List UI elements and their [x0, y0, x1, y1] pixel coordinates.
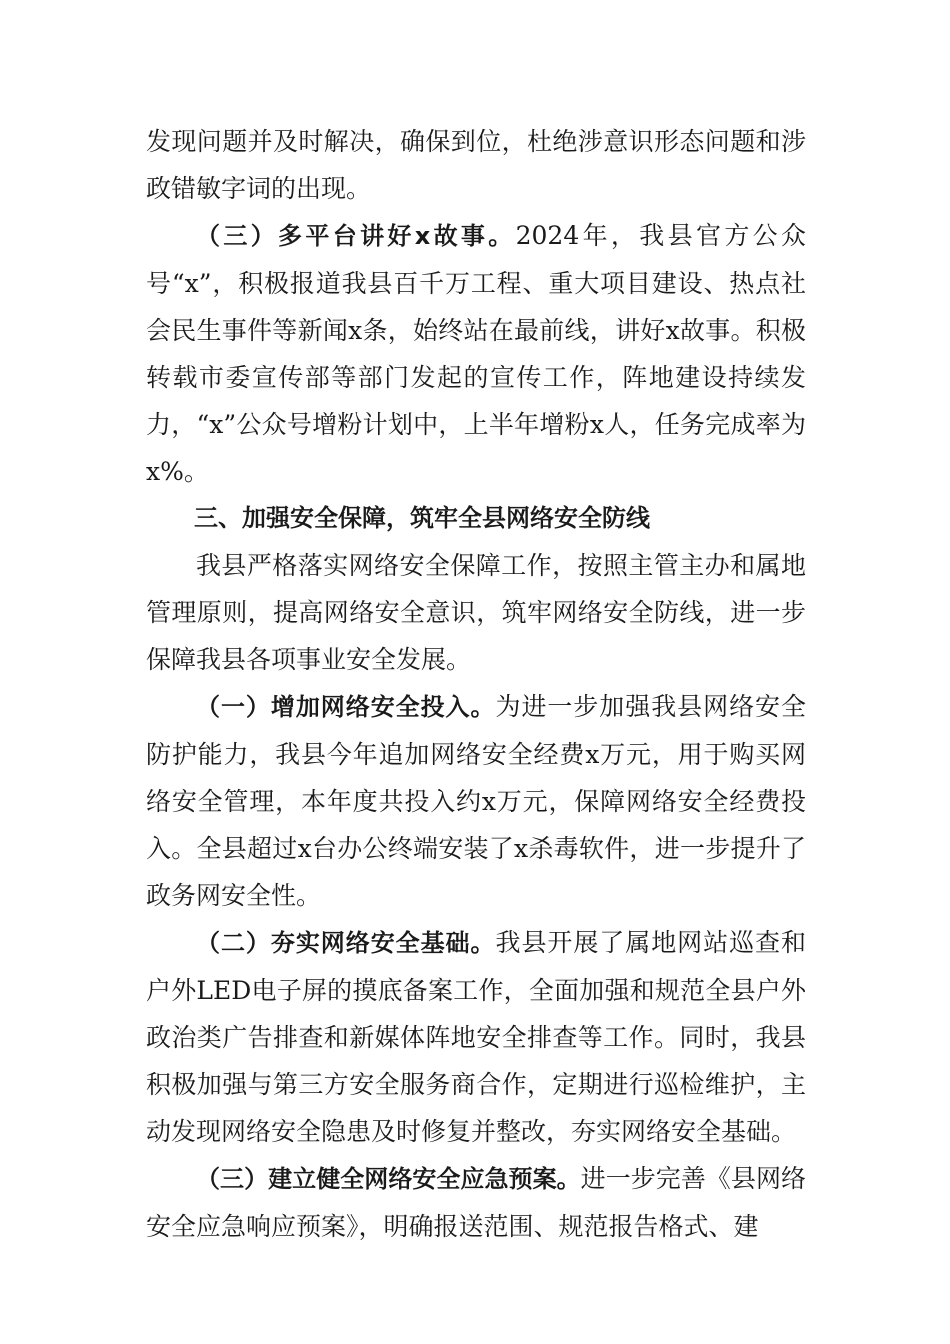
document-body [146, 118, 806, 1250]
section-heading-text: 三、加强安全保障，筑牢全县网络安全防线 [194, 504, 650, 532]
paragraph-text: 为进一步加强我县网络安全防护能力，我县今年追加网络安全经费x万元，用于购买网络安全管理，本年度共投入约x万元，保障网络安全经费投入。全县超过x台办公终端安装了x杀毒软件，进一步提升了政务网安全性。 [146, 692, 806, 910]
paragraph-item-3-platform-stories [146, 212, 806, 495]
paragraph-section-intro [146, 542, 806, 683]
paragraph-text: 我县开展了属地网站巡查和户外LED电子屏的摸底备案工作，全面加强和规范全县户外政治类广告排查和新媒体阵地安全排查等工作。同时，我县积极加强与第三方安全服务商合作，定期进行巡检维护，主动发现网络安全隐患及时修复并整改，夯实网络安全基础。 [146, 928, 806, 1146]
paragraph-lead: （一）增加网络安全投入。 [196, 693, 496, 721]
paragraph-item-2-foundation [146, 919, 806, 1155]
paragraph-text: 进一步完善《县网络安全应急响应预案》，明确报送范围、规范报告格式、建 [146, 1164, 806, 1241]
paragraph-text: 2024年，我县官方公众号“x”，积极报道我县百千万工程、重大项目建设、热点社会民生事件等新闻x条，始终站在最前线，讲好x故事。积极转载市委宣传部等部门发起的宣传工作，阵地建设持续发力，“x”公众号增粉计划中，上半年增粉x人，任务完成率为x%。 [146, 221, 807, 486]
section-heading [146, 495, 806, 542]
paragraph-text: 我县严格落实网络安全保障工作，按照主管主办和属地管理原则，提高网络安全意识，筑牢网络安全防线，进一步保障我县各项事业安全发展。 [146, 551, 806, 674]
paragraph-lead: （三）多平台讲好x故事。 [196, 222, 516, 250]
paragraph-text: 发现问题并及时解决，确保到位，杜绝涉意识形态问题和涉政错敏字词的出现。 [146, 127, 806, 203]
paragraph-lead: （三）建立健全网络安全应急预案。 [196, 1165, 581, 1193]
paragraph-lead: （二）夯实网络安全基础。 [196, 929, 496, 957]
paragraph-continuation [146, 118, 806, 212]
paragraph-item-3-emergency-plan [146, 1155, 806, 1250]
paragraph-item-1-investment [146, 683, 806, 919]
